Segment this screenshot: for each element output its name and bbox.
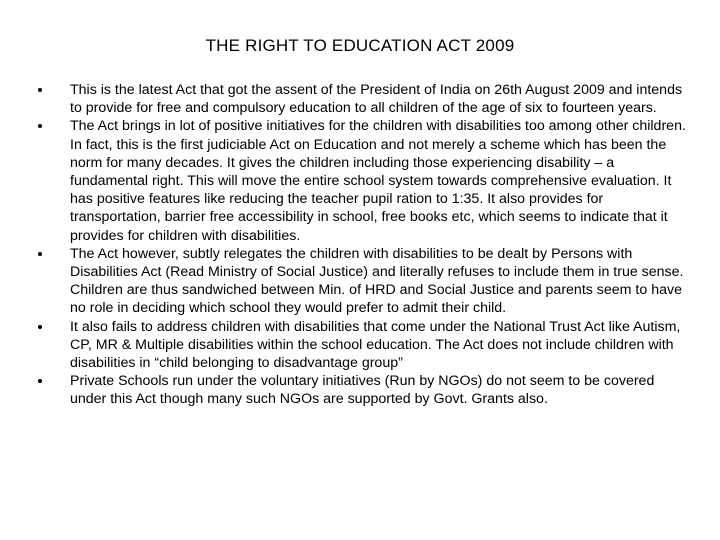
slide-title: THE RIGHT TO EDUCATION ACT 2009	[205, 36, 515, 55]
bullet-text: Private Schools run under the voluntary initiatives (Run by NGOs) do not seem to be covered under this Act though many such NGOs are supported by Govt. Grants also.	[70, 373, 655, 408]
bullet-item-3	[0, 245, 720, 318]
bullet-text: It also fails to address children with disabilities that come under the National Trust Act like Autism, CP, MR & Multiple disabilities within the school education. The Act does not include children with disabilities in “child belonging to disadvantage group”	[70, 318, 681, 372]
bullet-item-1	[0, 81, 720, 117]
bullet-dot-icon	[38, 325, 42, 329]
bullet-item-4	[0, 318, 720, 373]
bullet-text: The Act however, subtly relegates the children with disabilities to be dealt by Persons with Disabilities Act (Read Ministry of Social Justice) and literally refuses to include them in true sense. Children are thus sandwiched between Min. of HRD and Social Justice and parents seem to have no role in deciding which school they would prefer to admit their child.	[70, 245, 684, 317]
bullet-item-2	[0, 117, 720, 244]
bullet-dot-icon	[38, 379, 42, 383]
bullet-item-5	[0, 372, 720, 408]
bullet-dot-icon	[38, 88, 42, 92]
bullet-list	[0, 81, 720, 409]
bullet-dot-icon	[38, 124, 42, 128]
bullet-dot-icon	[38, 252, 42, 256]
bullet-text: This is the latest Act that got the assent of the President of India on 26th August 2009 and intends to provide for free and compulsory education to all children of the age of six to fourteen years.	[70, 82, 683, 117]
bullet-text: The Act brings in lot of positive initiatives for the children with disabilities too among other children. In fact, this is the first judiciable Act on Education and not merely a scheme which has been the norm for many decades. It gives the children including those experiencing disability – a fundamental right. This will move the entire school system towards comprehensive evaluation. It has positive features like reducing the teacher pupil ration to 1:35. It also provides for transportation, barrier free accessibility in school, free books etc, which seems to indicate that it provides for children with disabilities.	[70, 118, 686, 244]
